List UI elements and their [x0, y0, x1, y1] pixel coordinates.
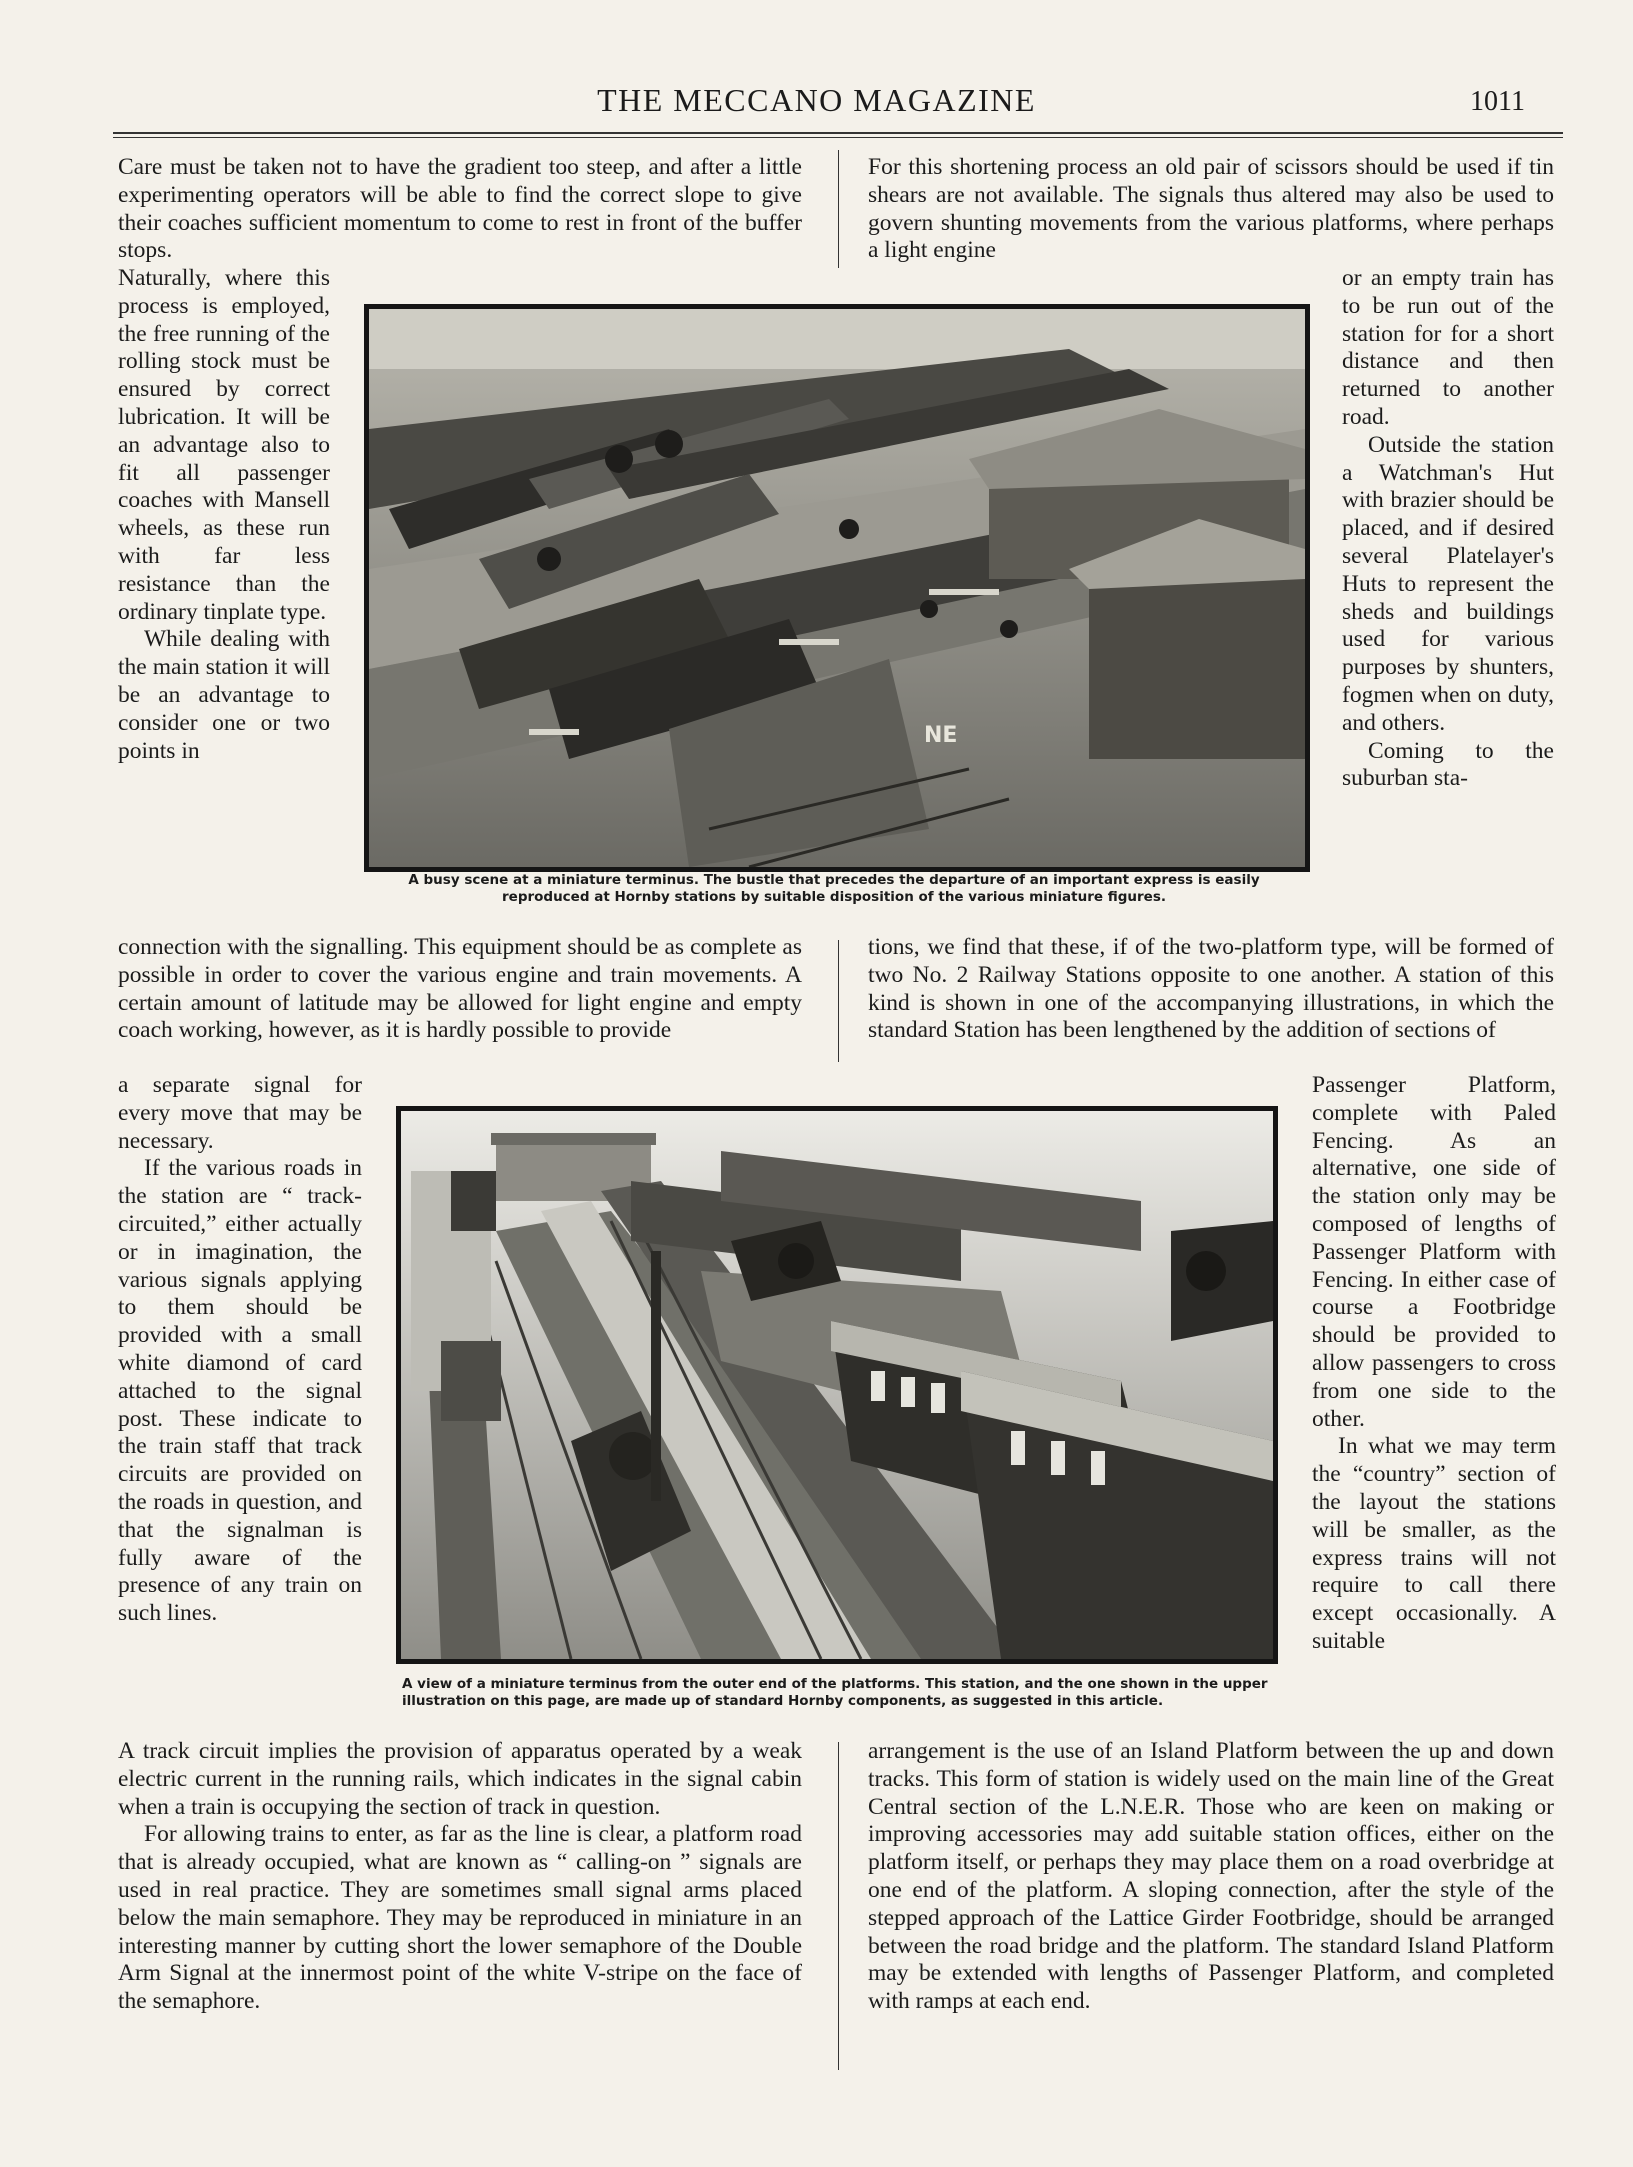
terminus-outer-end-illustration — [401, 1111, 1273, 1659]
caption-terminus-outer-end: A view of a miniature terminus from the outer end of the platforms. This station, and the one shown in the upper illustration on this page, are made up of standard Hornby components, as suggested in this article. — [402, 1676, 1268, 1709]
header-rule — [113, 132, 1563, 134]
column-divider — [838, 150, 839, 268]
header-rule-thin — [113, 137, 1563, 138]
right-wrap-column-1 — [1342, 265, 1554, 793]
right-wrap-column-2 — [1312, 1072, 1556, 1656]
left-wrap-column-1 — [118, 265, 330, 765]
terminus-scene-illustration — [369, 309, 1305, 867]
paragraph-country-section: In what we may term the “country” section of the layout the stations will be smaller, as the express trains will not require to call there except occasionally. A suitable — [1312, 1433, 1556, 1654]
paragraph-empty-train: or an empty train has to be run out of the station for for a short distance and then returned to another road. — [1342, 265, 1554, 430]
photo-busy-terminus — [364, 304, 1310, 872]
bottom-left-column — [118, 1738, 802, 2016]
column-divider — [838, 1742, 839, 2070]
photo-terminus-outer-end — [396, 1106, 1278, 1664]
wagon-ne-lettering: NE — [924, 723, 958, 748]
paragraph-suburban-start: Coming to the suburban sta- — [1342, 737, 1554, 792]
paragraph-lubrication: Naturally, where this process is employed, the free running of the rolling stock must be ensured by correct lubrication. It will be an advantage also to fit all passenger coaches with Mansell wheels, as these run with far less resistance than the ordinary tinplate type. — [118, 265, 330, 625]
column-divider — [838, 940, 839, 1062]
paragraph-track-circuited: If the various roads in the station are “ track-circuited,” either actually or in imagination, the various signals applying to them should be provided with a small white diamond of card attached to the signal post. These indicate to the train staff that track circuits are provided on the roads in question, and that the signalman is fully aware of the presence of any train on such lines. — [118, 1155, 362, 1627]
paragraph-watchmans-hut: Outside the station a Watchman's Hut with brazier should be placed, and if desired several Platelayer's Huts to represent the sheds and buildings used for various purposes by shunters, fogmen when on duty, and others. — [1342, 431, 1554, 736]
paragraph-gradient: Care must be taken not to have the gradient too steep, and after a little experimenting operators will be able to find the correct slope to give their coaches sufficient momentum to come to rest in front of the buffer stops. — [118, 154, 802, 264]
paragraph-signalling: connection with the signalling. This equipment should be as complete as possible in order to cover the various engine and train movements. A certain amount of latitude may be allowed for light engine and empty coach working, however, as it is hardly possible to provide — [118, 934, 802, 1044]
paragraph-island-platform: arrangement is the use of an Island Platform between the up and down tracks. This form of station is widely used on the main line of the Great Central section of the L.N.E.R. Those who are keen on making or improving accessories may add suitable station offices, either on the platform itself, or perhaps they may place them on a road overbridge at one end of the platform. A sloping connection, after the style of the stepped approach of the Lattice Girder Footbridge, should be arranged between the road bridge and the platform. The standard Island Platform may be extended with lengths of Passenger Platform, and completed with ramps at each end. — [868, 1738, 1554, 2015]
caption-busy-terminus: A busy scene at a miniature terminus. The bustle that precedes the departure of an important express is easily reproduced at Hornby stations by suitable disposition of the various miniature figures. — [408, 872, 1260, 905]
magazine-title: THE MECCANO MAGAZINE — [597, 82, 1036, 118]
paragraph-suburban-stations: tions, we find that these, if of the two-platform type, will be formed of two No. 2 Railway Stations opposite to one another. A station of this kind is shown in one of the accompanying illustrations, in which the standard Station has been lengthened by the addition of sections of — [868, 934, 1554, 1044]
paragraph-passenger-platform: Passenger Platform, complete with Paled Fencing. As an alternative, one side of the station only may be composed of lengths of Passenger Platform with Fencing. In either case of course a Footbridge should be provided to allow passengers to cross from one side to the other. — [1312, 1072, 1556, 1432]
page-number: 1011 — [1470, 86, 1525, 117]
paragraph-calling-on-signals: For allowing trains to enter, as far as the line is clear, a platform road that is already occupied, what are known as “ calling-on ” signals are used in real practice. They are sometimes small signal arms placed below the main semaphore. They may be reproduced in miniature in an interesting manner by cutting short the lower semaphore of the Double Arm Signal at the innermost point of the white V-stripe on the face of the semaphore. — [118, 1821, 802, 2015]
paragraph-scissors: For this shortening process an old pair of scissors should be used if tin shears are not available. The signals thus altered may also be used to govern shunting movements from the various platforms, where perhaps a light engine — [868, 154, 1554, 264]
paragraph-main-station: While dealing with the main station it will be an advantage to consider one or two points in — [118, 626, 330, 764]
paragraph-separate-signal: a separate signal for every move that may be necessary. — [118, 1072, 362, 1154]
paragraph-track-circuit: A track circuit implies the provision of apparatus operated by a weak electric current in the running rails, which indicates in the signal cabin when a train is occupying the section of track in question. — [118, 1738, 802, 1820]
left-wrap-column-2 — [118, 1072, 362, 1628]
